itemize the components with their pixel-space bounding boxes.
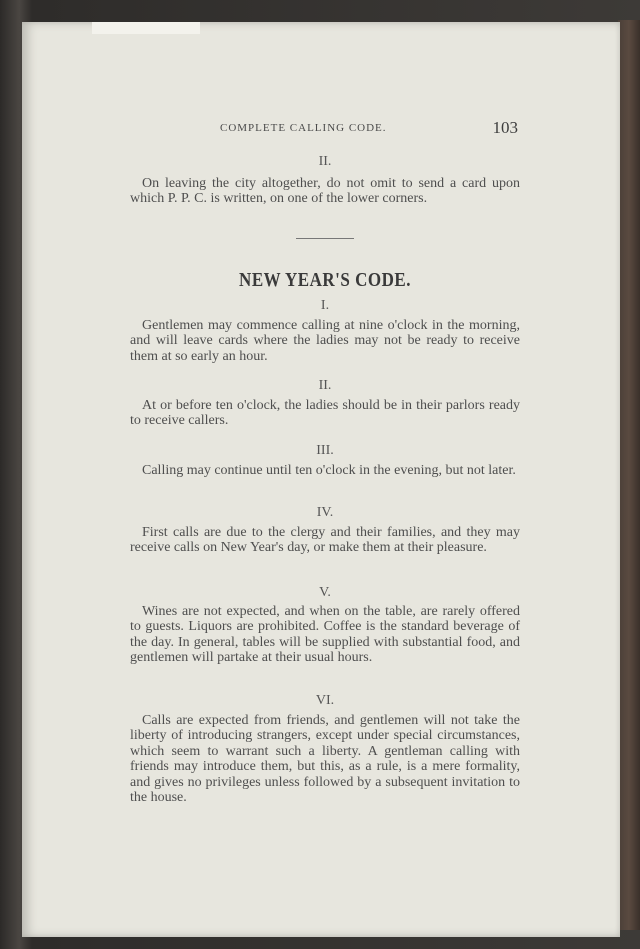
code-title: NEW YEAR'S CODE. (239, 268, 411, 291)
section-numeral: VI. (315, 693, 335, 708)
section-numeral: IV. (316, 505, 334, 520)
section-numeral: III. (316, 443, 334, 458)
section-paragraph: Calling may continue until ten o'clock in the evening, but not later. (142, 463, 516, 478)
section-paragraph: Calls are expected from friends, and gentlemen will not take the liberty of introducing strangers, except under special circumstances, which seem to warrant such a liberty. A gentleman calling with friends may introduce them, but this, as a rule, is a mere formality, and gives no privileges unless followed by a subsequent invitation to the house. (130, 713, 520, 806)
section-numeral: V. (319, 585, 331, 600)
section-numeral: II. (318, 154, 332, 169)
section-numeral: I. (320, 298, 330, 313)
section-paragraph: Gentlemen may commence calling at nine o'clock in the morning, and will leave cards where the ladies may not be ready to receive them at so early an hour. (130, 318, 520, 364)
section-paragraph: At or before ten o'clock, the ladies should be in their parlors ready to receive callers. (130, 398, 520, 429)
divider-rule (296, 238, 354, 239)
page-header (220, 118, 520, 140)
section-paragraph: On leaving the city altogether, do not omit to send a card upon which P. P. C. is written, on one of the lower corners. (130, 176, 520, 207)
cover-edge (618, 20, 640, 930)
page-number: 103 (492, 118, 518, 137)
section-numeral: II. (318, 378, 332, 393)
paper-tab (92, 22, 200, 34)
section-paragraph: Wines are not expected, and when on the table, are rarely offered to guests. Liquors are prohibited. Coffee is the standard beverage of the day. In general, tables will be supplied with substantial food, and gentlemen will partake at their usual hours. (130, 604, 520, 666)
section-paragraph: First calls are due to the clergy and their families, and they may receive calls on New Year's day, or make them at their pleasure. (130, 525, 520, 556)
running-title: COMPLETE CALLING CODE. (220, 122, 387, 134)
